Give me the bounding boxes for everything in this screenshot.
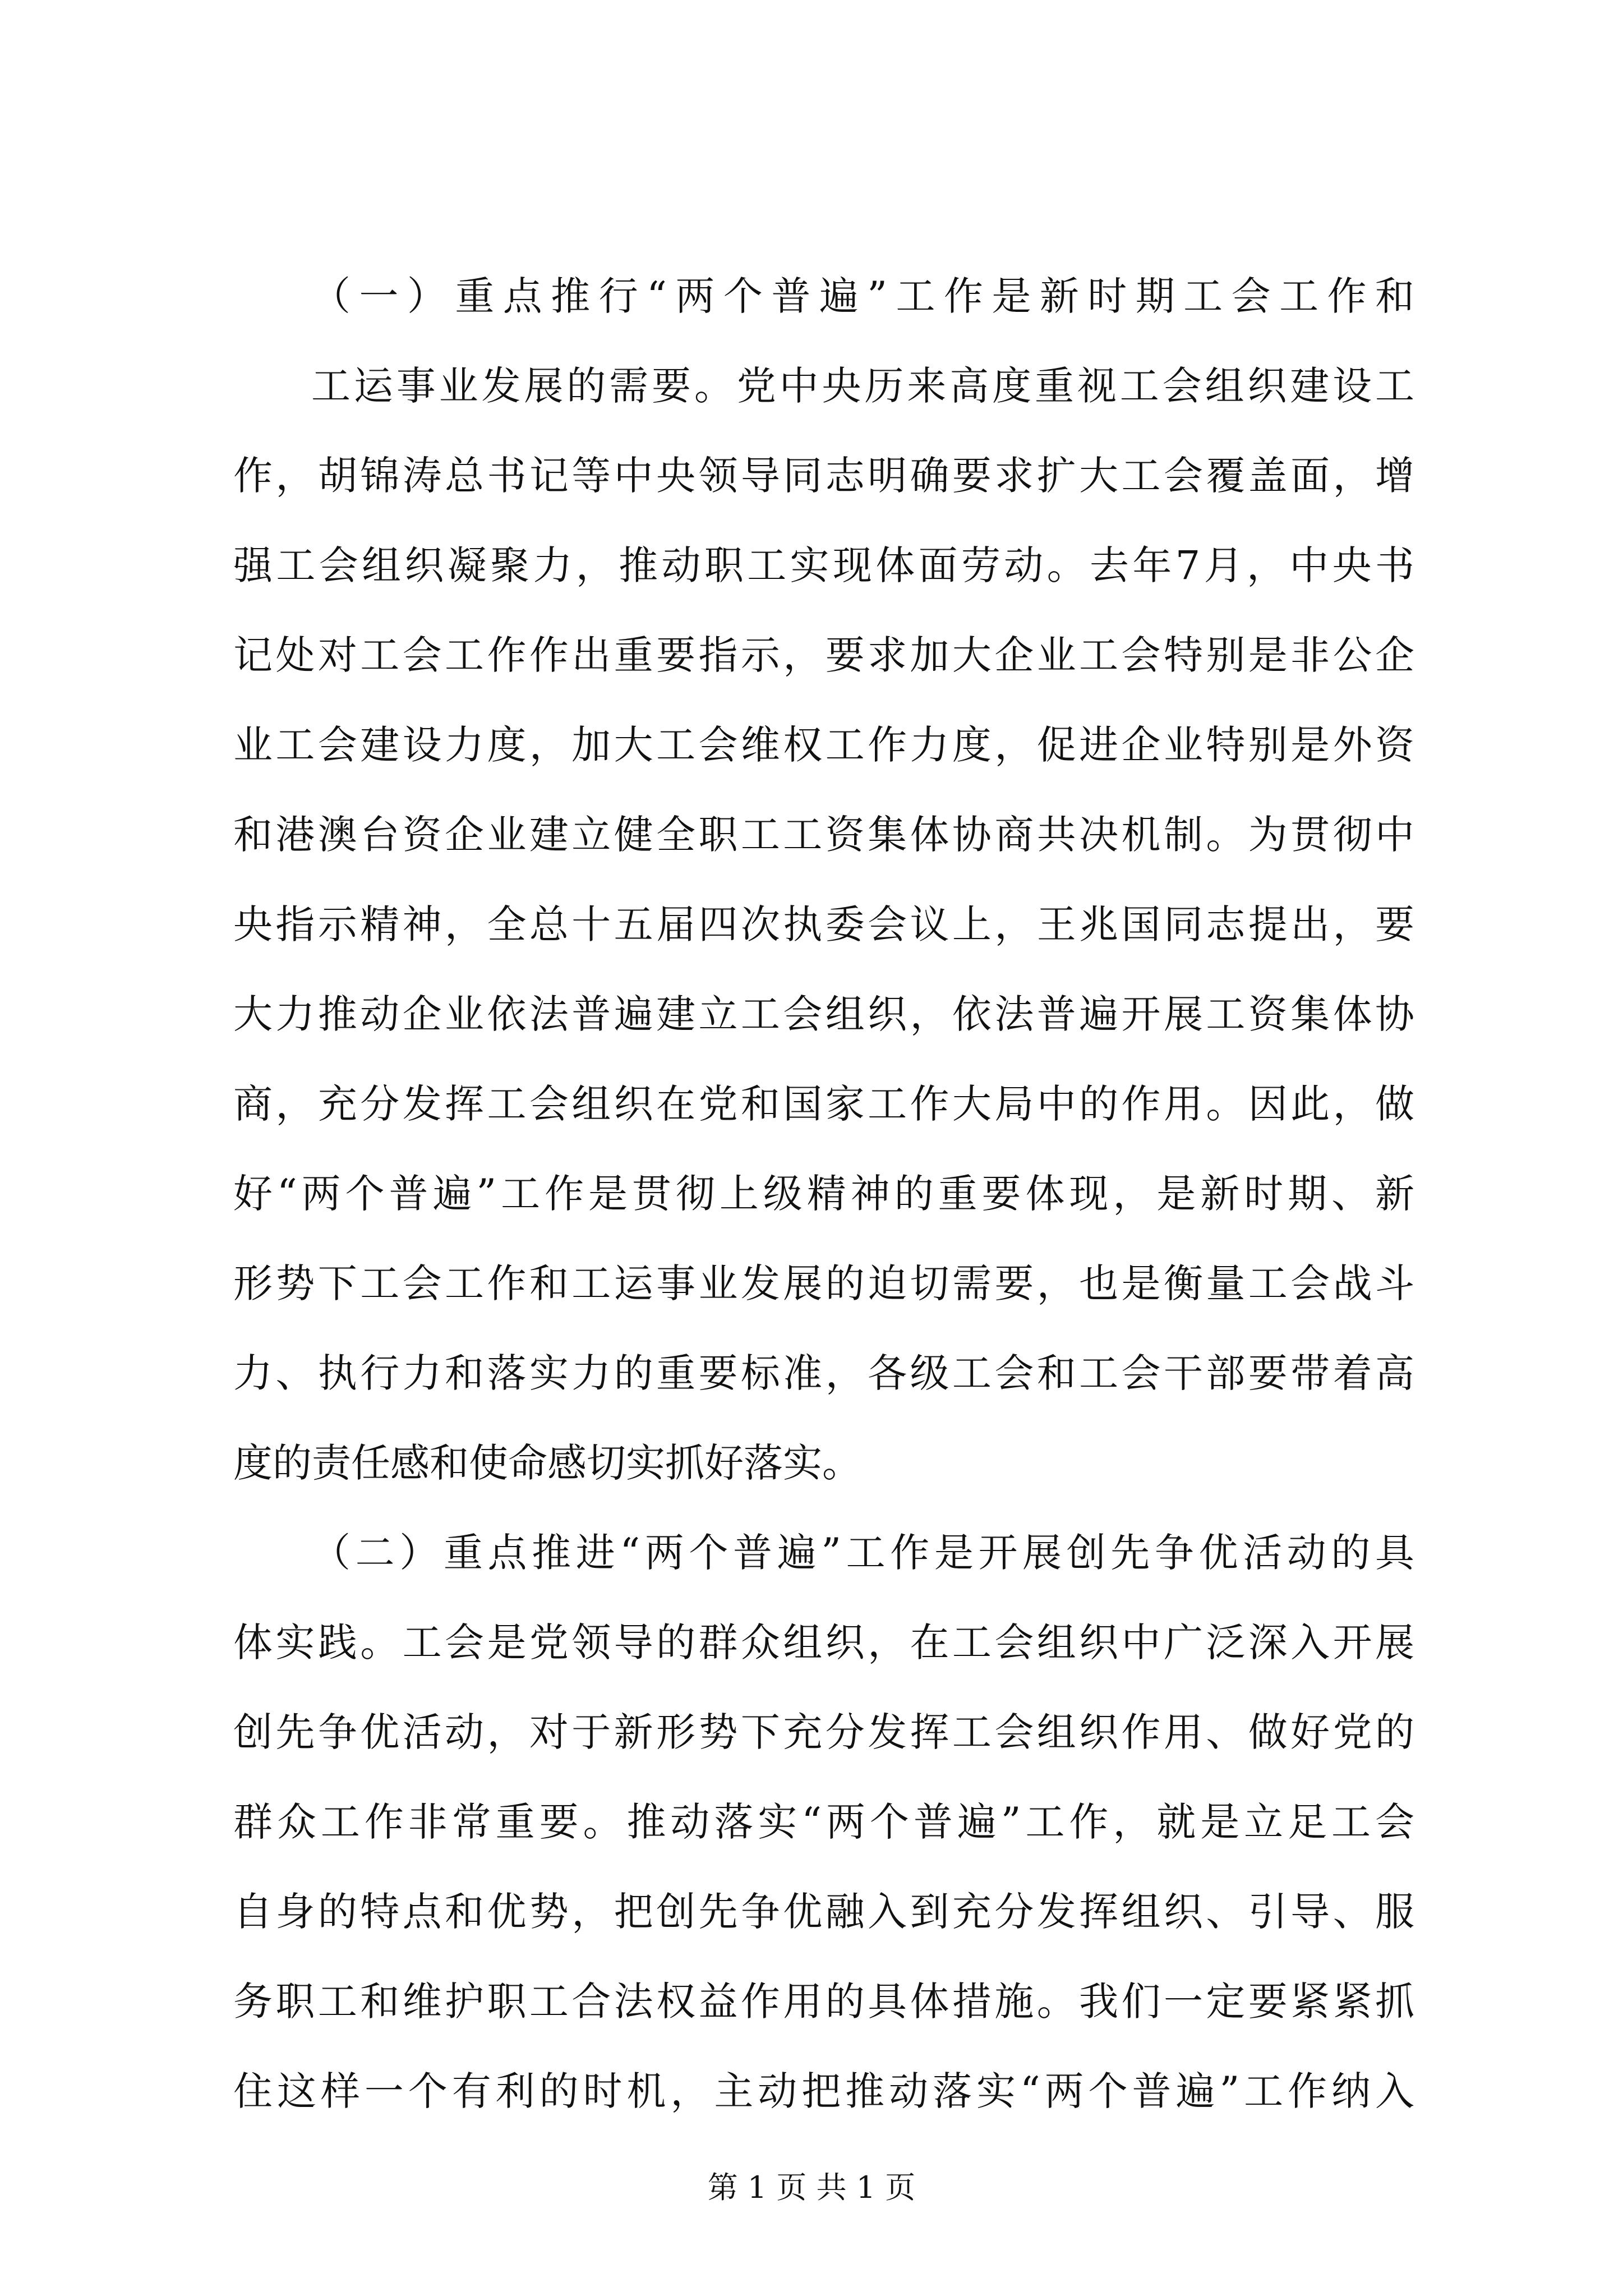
paragraph-line: 作，胡锦涛总书记等中央领导同志明确要求扩大工会覆盖面，增 — [233, 453, 1414, 499]
paragraph-line: 度的责任感和使命感切实抓好落实。 — [233, 1440, 861, 1486]
page-footer: 第 1 页 共 1 页 — [707, 2170, 916, 2205]
section-heading-2: （二）重点推进“两个普遍”工作是开展创先争优活动的具 — [311, 1530, 1414, 1576]
paragraph-line: 央指示精神，全总十五届四次执委会议上，王兆国同志提出，要 — [233, 901, 1414, 947]
paragraph-line: 工运事业发展的需要。党中央历来高度重视工会组织建设工 — [311, 363, 1414, 409]
paragraph-line: 形势下工会工作和工运事业发展的迫切需要，也是衡量工会战斗 — [233, 1260, 1414, 1306]
section-heading-1: （一）重点推行“两个普遍”工作是新时期工会工作和 — [311, 273, 1414, 319]
paragraph-line: 商，充分发挥工会组织在党和国家工作大局中的作用。因此，做 — [233, 1081, 1414, 1127]
paragraph-line: 体实践。工会是党领导的群众组织，在工会组织中广泛深入开展 — [233, 1619, 1414, 1665]
paragraph-line: 强工会组织凝聚力，推动职工实现体面劳动。去年7月，中央书 — [233, 542, 1414, 588]
paragraph-line: 自身的特点和优势，把创先争优融入到充分发挥组织、引导、服 — [233, 1889, 1414, 1935]
paragraph-line: 务职工和维护职工合法权益作用的具体措施。我们一定要紧紧抓 — [233, 1978, 1414, 2024]
paragraph-line: 记处对工会工作作出重要指示，要求加大企业工会特别是非公企 — [233, 632, 1414, 678]
paragraph-line: 创先争优活动，对于新形势下充分发挥工会组织作用、做好党的 — [233, 1709, 1414, 1755]
paragraph-line: 好“两个普遍”工作是贯彻上级精神的重要体现，是新时期、新 — [233, 1171, 1414, 1217]
paragraph-line: 力、执行力和落实力的重要标准，各级工会和工会干部要带着高 — [233, 1350, 1414, 1396]
paragraph-line: 大力推动企业依法普遍建立工会组织，依法普遍开展工资集体协 — [233, 991, 1414, 1037]
paragraph-line: 群众工作非常重要。推动落实“两个普遍”工作，就是立足工会 — [233, 1799, 1414, 1845]
paragraph-line: 业工会建设力度，加大工会维权工作力度，促进企业特别是外资 — [233, 722, 1414, 768]
paragraph-line: 和港澳台资企业建立健全职工工资集体协商共决机制。为贯彻中 — [233, 812, 1414, 858]
paragraph-line: 住这样一个有利的时机，主动把推动落实“两个普遍”工作纳入 — [233, 2068, 1414, 2114]
